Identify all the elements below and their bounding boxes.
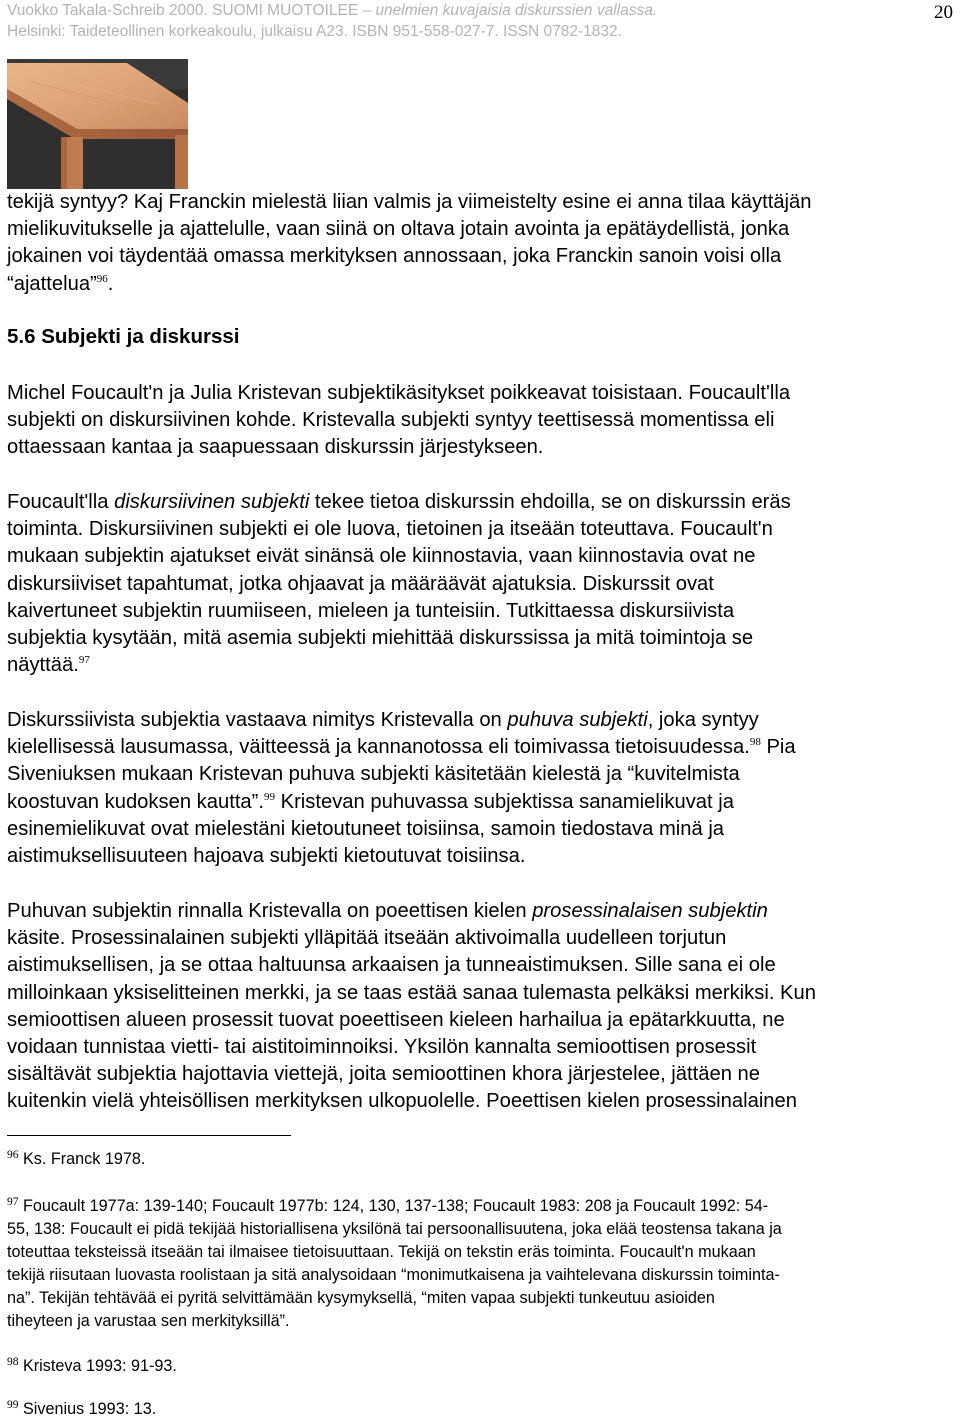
footnote-97	[7, 1195, 957, 1333]
text-fragment: koostuvan kudoksen kautta”.	[7, 790, 264, 813]
text-fragment: Puhuvan subjektin rinnalla Kristevalla on poeettisen kielen	[7, 900, 533, 922]
footnote-line: 55, 138: Foucault ei pidä tekijää historiallisena yksilönä tai persoonallisuutena, joka elää teostensa takana ja	[7, 1220, 782, 1238]
text-fragment: Foucault'lla	[7, 491, 115, 513]
footnote-99	[7, 1398, 957, 1421]
text-line: Michel Foucault'n ja Julia Kristevan subjektikäsitykset poikkeavat toisistaan. Foucault'lla	[7, 382, 791, 404]
footnote-text: Kristeva 1993: 91-93.	[18, 1357, 177, 1375]
header-line-2: Helsinki: Taideteollinen korkeakoulu, julkaisu A23. ISBN 951-558-027-7. ISSN 0782-1832.	[7, 23, 622, 40]
paragraph-3	[7, 489, 957, 679]
text-line: ottaessaan kantaa ja saapuessaan diskurssin järjestykseen.	[7, 436, 544, 459]
emphasis-term: puhuva subjekti	[507, 709, 648, 731]
quoted-term: “ajattelua”	[7, 272, 97, 295]
paragraph-5	[7, 898, 957, 1116]
footnote-96	[7, 1148, 957, 1171]
emphasis-term: prosessinalaisen subjektin	[532, 900, 768, 922]
text-line: mielikuvitukselle ja ajattelulle, vaan siinä on oltava jotain avointa ja epätäydellistä, jonka	[7, 218, 790, 241]
text-fragment: näyttää.	[7, 654, 79, 677]
footnote-line: toteuttaa teksteissä itseään tai ilmaisee tietoisuuttaan. Tekijä on tekstin eräs toiminta. Foucault'n mukaan	[7, 1243, 756, 1261]
text-line: mukaan subjektin ajatukset eivät sinänsä ole kiinnostavia, vaan kiinnostavia ovat ne	[7, 545, 756, 568]
text-line	[7, 489, 957, 516]
text-line: esinemielikuvat ovat mielestäni kietoutuneet toisiinsa, samoin tiedostava minä ja	[7, 817, 725, 840]
text-line: semioottisen alueen prosessit tuovat poeettiseen kieleen harhailua ja epätarkkuutta, ne	[7, 1008, 785, 1031]
footnote-text: Ks. Franck 1978.	[18, 1150, 146, 1168]
footnote-line	[7, 1398, 957, 1421]
text-line: milloinkaan yksiselitteinen merkki, ja se taas estää sanaa tulemasta pelkäksi merkiksi. Kun	[7, 981, 816, 1004]
header-citation: Vuokko Takala-Schreib 2000. SUOMI MUOTOILEE –	[7, 2, 376, 19]
text-fragment: tekee tietoa diskurssin ehdoilla, se on diskurssin eräs	[309, 491, 791, 513]
text-line: Siveniuksen mukaan Kristevan puhuva subjekti käsitetään kielestä ja “kuvitelmista	[7, 763, 740, 786]
footnote-ref-98[interactable]: 98	[749, 736, 761, 749]
text-line	[7, 734, 957, 761]
text-line: kuitenkin vielä yhteisöllisen merkityksen ulkopuolelle. Poeettisen kielen prosessinalainen	[7, 1090, 797, 1113]
footnote-line: tekijä riisutaan luovasta roolistaan ja sitä analysoidaan “monimutkaisena ja vaihtelevana diskurssin toiminta-	[7, 1266, 780, 1284]
text-fragment: , joka syntyy	[647, 709, 759, 731]
footnote-number: 96	[7, 1149, 19, 1161]
footnote-text: Sivenius 1993: 13.	[18, 1400, 157, 1418]
text-line: kaivertuneet subjektin ruumiiseen, mieleen ja tunteisiin. Tutkittaessa diskursiivista	[7, 599, 735, 622]
emphasis-term: diskursiivinen subjekti	[114, 491, 310, 513]
page-number: 20	[934, 2, 953, 23]
text-line: diskursiiviset tapahtumat, jotka ohjaavat ja määräävät ajatuksia. Diskurssit ovat	[7, 572, 714, 595]
footnote-line	[7, 1355, 957, 1378]
footnote-text: Foucault 1977a: 139-140; Foucault 1977b: 124, 130, 137-138; Foucault 1983: 208 ja Foucault 1992: 54-	[18, 1197, 769, 1215]
footnote-number: 98	[7, 1356, 19, 1368]
footnote-line	[7, 1195, 957, 1218]
text-line	[7, 898, 957, 925]
footnote-ref-96[interactable]: 96	[96, 272, 108, 285]
text-line: aistimuksellisuuteen hajoava subjekti kietoutuvat toisiinsa.	[7, 845, 526, 868]
footnote-line	[7, 1148, 957, 1171]
text-line: aistimuksellisen, ja se ottaa haltuunsa arkaaisen ja tunneaistimuksen. Sille sana ei ole	[7, 954, 776, 977]
footnote-number: 97	[7, 1196, 19, 1208]
header-subtitle: unelmien kuvajaisia diskurssien vallassa.	[375, 2, 658, 19]
paragraph-continuation	[7, 189, 957, 298]
text-fragment: .	[107, 272, 114, 295]
wooden-table-photo	[7, 59, 188, 189]
footnote-line: na”. Tekijän tehtävää ei pyritä selvittämään kysymyksellä, “miten vapaa subjekti tunkeutuu asioiden	[7, 1289, 715, 1307]
text-line	[7, 789, 957, 816]
text-line: käsite. Prosessinalainen subjekti ylläpitää itseään aktivoimalla uudelleen torjutun	[7, 927, 727, 950]
running-header	[7, 0, 657, 42]
text-line	[7, 652, 957, 679]
text-fragment: Pia	[760, 736, 796, 759]
paragraph-4	[7, 707, 957, 870]
footnote-line: tiheyteen ja varustaa sen merkityksillä”.	[7, 1312, 290, 1330]
text-fragment: Kristevan puhuvassa subjektissa sanamielikuvat ja	[275, 790, 734, 813]
footnote-divider	[7, 1135, 291, 1136]
text-line: tekijä syntyy? Kaj Franckin mielestä liian valmis ja viimeistelty esine ei anna tilaa käyttäjän	[7, 191, 812, 213]
footnote-98	[7, 1355, 957, 1378]
text-line: subjekti on diskursiivinen kohde. Kristevalla subjekti syntyy teettisessä momentissa eli	[7, 409, 775, 432]
header-line-1	[7, 0, 657, 21]
text-line	[7, 271, 957, 298]
text-line: sisältävät subjektia hajottavia viettejä, joita semioottinen khora järjestelee, jättäen ne	[7, 1063, 760, 1086]
text-fragment: kielellisessä lausumassa, väitteessä ja kannanotossa eli toimivassa tietoisuudessa.	[7, 736, 750, 759]
text-line: subjektia kysytään, mitä asemia subjekti miehittää diskurssissa ja mitä toimintoja se	[7, 627, 754, 650]
footnote-number: 99	[7, 1399, 19, 1411]
text-line: jokainen voi täydentää omassa merkityksen annossaan, joka Franckin sanoin voisi olla	[7, 245, 782, 268]
text-line: voidaan tunnistaa vietti- tai aistitoiminnoiksi. Yksilön kannalta semioottisen prosessit	[7, 1036, 757, 1059]
text-line	[7, 707, 957, 734]
text-line: toiminta. Diskursiivinen subjekti ei ole luova, tietoinen ja itseään toteuttava. Foucault'n	[7, 518, 773, 541]
text-fragment: Diskurssiivista subjektia vastaava nimitys Kristevalla on	[7, 709, 508, 731]
section-heading: 5.6 Subjekti ja diskurssi	[7, 325, 240, 348]
footnote-ref-97[interactable]: 97	[78, 654, 90, 667]
footnote-ref-99[interactable]: 99	[264, 790, 275, 803]
paragraph-2	[7, 380, 957, 462]
